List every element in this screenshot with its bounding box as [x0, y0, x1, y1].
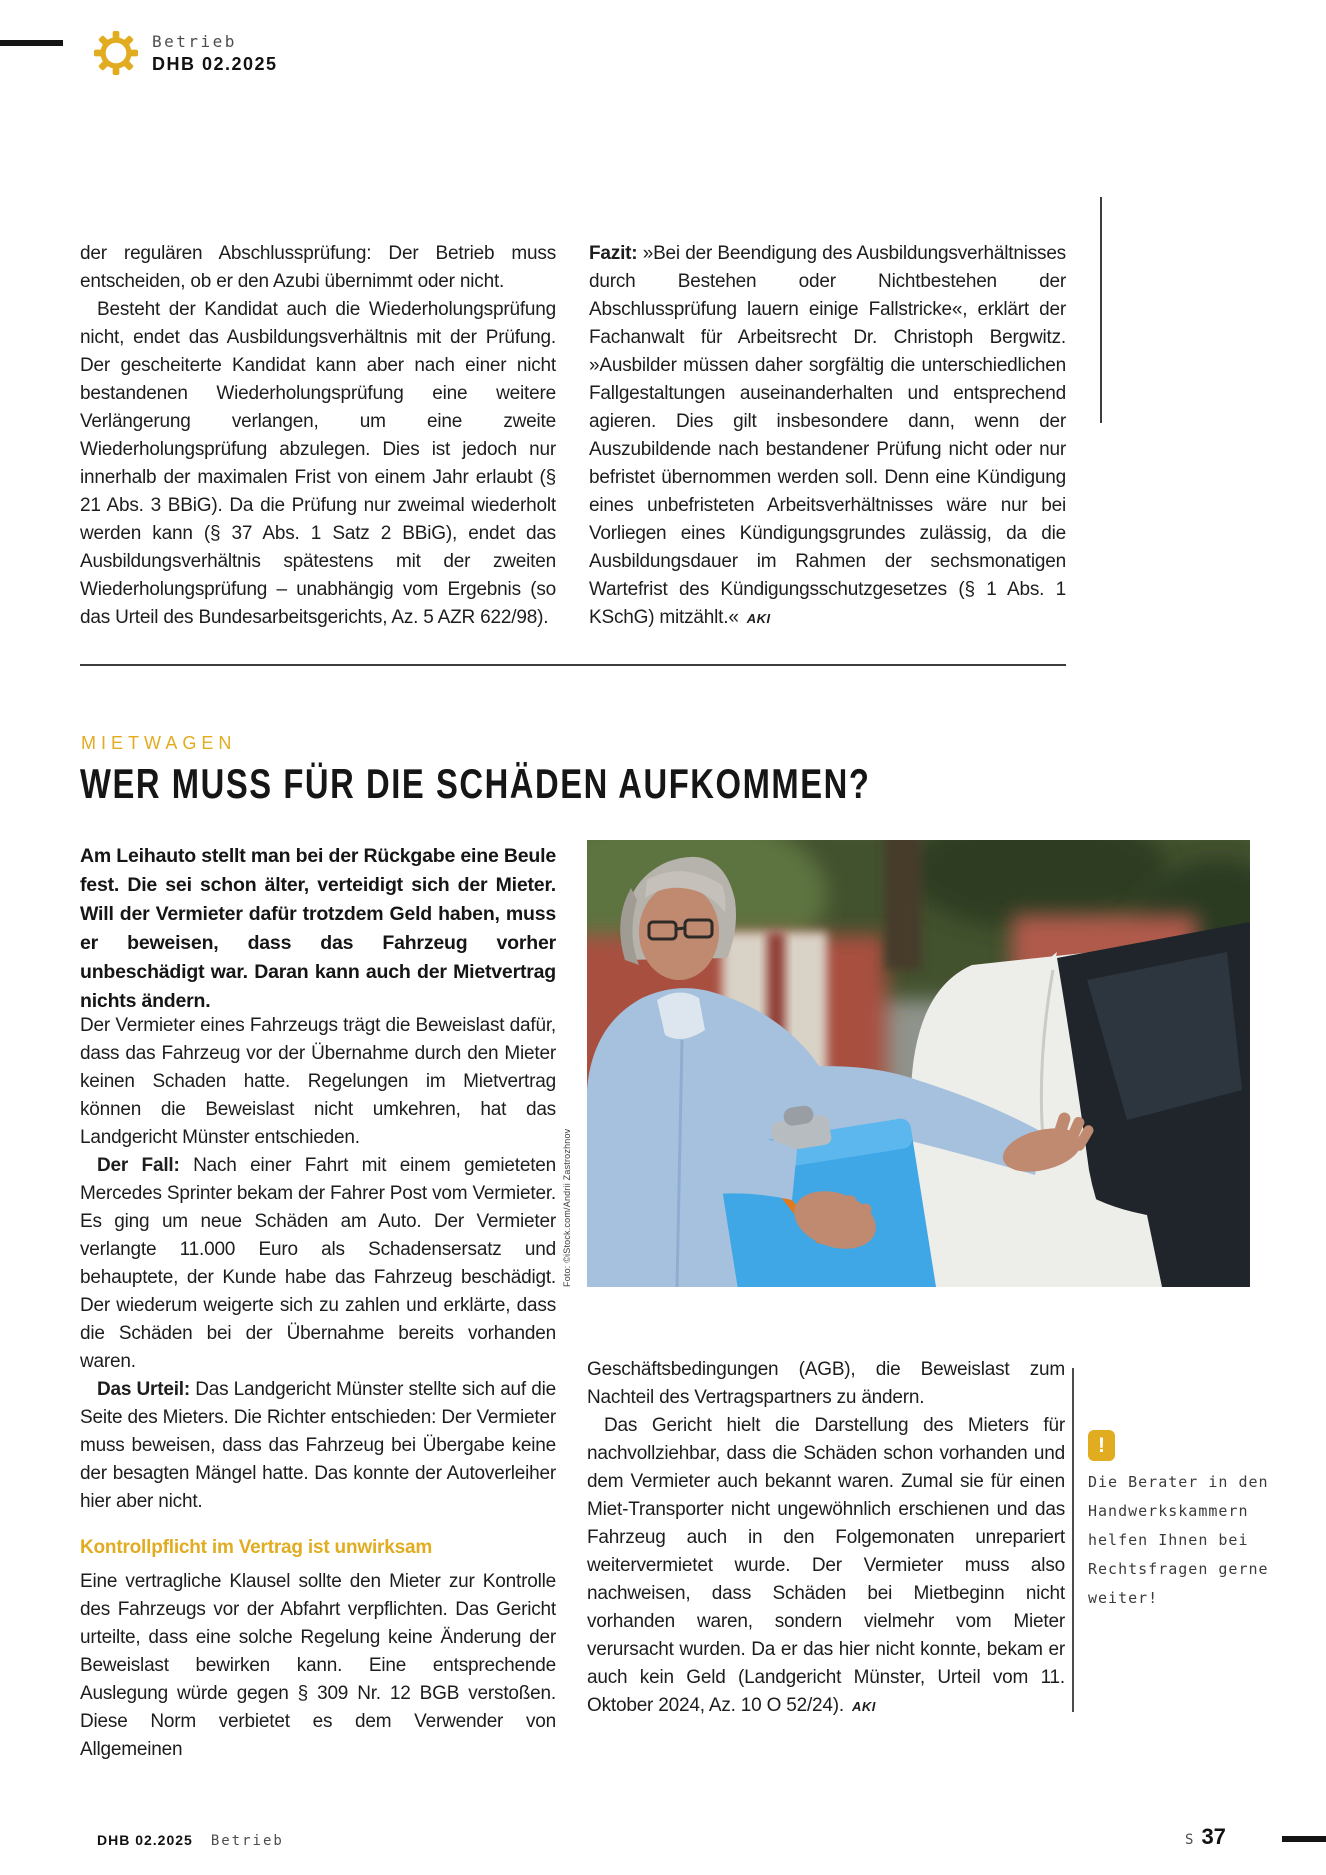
footer-right: [1185, 1824, 1226, 1850]
header-issue-label: DHB 02.2025: [152, 54, 278, 74]
header-section-label: Betrieb: [152, 32, 237, 51]
paragraph-lead: Der Fall:: [97, 1155, 180, 1176]
paragraph-text: Das Landgericht Münster stellte sich auf die Seite des Mieters. Die Richter entschieden: Der Vermieter muss beweisen, dass das Fahrzeug bei Übergabe keine der besagten Mängel hatte. Das konnte der Autoverleiher hier aber nicht.: [80, 1379, 557, 1512]
photo-credit: Foto: ©iStock.com/Andrii Zastrozhnov: [562, 1128, 572, 1287]
footer-issue-label: DHB 02.2025: [97, 1832, 193, 1848]
infobox-rule: [1072, 1368, 1074, 1712]
article-photo: [587, 840, 1250, 1287]
paragraph-text: Das Gericht hielt die Darstellung des Mieters für nachvollziehbar, dass die Schäden schon vorhanden und dem Vermieter auch bekannt waren. Zumal sie für einen Miet-Transporter nicht ungewöhnlich erschienen und das Fahrzeug auch in den Folgemonaten unrepariert weitervermietet wurde. Der Vermieter muss also nachweisen, dass Schäden bei Mietbeginn nicht vorhanden waren, sondern vielmehr vom Mieter verursacht wurden. Da er das hier nicht konnte, bekam er auch kein Geld (Landgericht Münster, Urteil vom 11. Oktober 2024, Az. 10 O 52/24).: [587, 1415, 1065, 1716]
paragraph: [80, 1376, 556, 1516]
article-subhead: Kontrollpflicht im Vertrag ist unwirksam: [80, 1537, 433, 1558]
paragraph: Besteht der Kandidat auch die Wiederholungsprüfung nicht, endet das Ausbildungsverhältnis mit der Prüfung. Der gescheiterte Kandidat kann aber nach einer nicht bestandenen Wiederholungsprüfung eine weitere Verlängerung verlangen, um eine zweite Wiederholungsprüfung abzulegen. Dies ist jedoch nur innerhalb der maximalen Frist von einem Jahr erlaubt (§ 21 Abs. 3 BBiG). Da die Prüfung nur zweimal wiederholt werden kann (§ 37 Abs. 1 Satz 2 BBiG), endet das Ausbildungsverhältnis spätestens mit der zweiten Wiederholungsprüfung – unabhängig vom Ergebnis (so das Urteil des Bundesarbeitsgerichts, Az. 5 AZR 622/98).: [80, 299, 556, 628]
paragraph-text: Nach einer Fahrt mit einem gemieteten Mercedes Sprinter bekam der Fahrer Post vom Vermieter. Es ging um neue Schäden am Auto. Der Vermieter verlangte 11.000 Euro als Schadensersatz und behauptete, der Kunde habe das Fahrzeug beschädigt. Der wiederum weigerte sich zu zahlen und erklärte, dass die Schäden bei der Übernahme bereits vorhanden waren.: [80, 1155, 557, 1372]
paragraph: Geschäftsbedingungen (AGB), die Beweislast zum Nachteil des Vertragspartners zu ändern.: [587, 1359, 1065, 1408]
paragraph-lead: Das Urteil:: [97, 1379, 190, 1400]
author-initials: AKI: [852, 1699, 876, 1714]
photo-illustration: [587, 840, 1250, 1287]
paragraph: [587, 1412, 1065, 1721]
top-left-rule: [0, 40, 63, 46]
page-number: 37: [1201, 1824, 1226, 1849]
article-headline: WER MUSS FÜR DIE SCHÄDEN AUFKOMMEN?: [80, 760, 871, 807]
footer-section-label: Betrieb: [210, 1833, 284, 1849]
article2-column-right: [587, 1356, 1065, 1721]
paragraph-lead: Fazit:: [589, 243, 638, 264]
paragraph: [80, 1152, 556, 1376]
page-header: [93, 30, 278, 81]
paragraph: der regulären Abschlussprüfung: Der Betrieb muss entscheiden, ob er den Azubi übernimmt oder nicht.: [80, 243, 556, 292]
article1-column-left: [80, 240, 556, 632]
paragraph: [589, 240, 1066, 633]
paragraph: Der Vermieter eines Fahrzeugs trägt die Beweislast dafür, dass das Fahrzeug vor der Übernahme durch den Mieter keinen Schaden hatte. Regelungen im Mietvertrag können die Beweislast nicht umkehren, hat das Landgericht Münster entschieden.: [80, 1015, 556, 1148]
bottom-right-rule: [1282, 1836, 1326, 1842]
page-number-prefix: S: [1185, 1832, 1194, 1848]
alert-icon: !: [1088, 1430, 1115, 1461]
author-initials: AKI: [746, 611, 771, 626]
article-lede: Am Leihauto stellt man bei der Rückgabe eine Beule fest. Die sei schon älter, verteidigt sich der Mieter. Will der Vermieter dafür trotzdem Geld haben, muss er beweisen, dass das Fahrzeug vorher unbeschädigt war. Daran kann auch der Mietvertrag nichts ändern.: [80, 845, 556, 1012]
section-kicker: MIETWAGEN: [81, 733, 237, 753]
footer-left: [97, 1832, 284, 1849]
paragraph: Eine vertragliche Klausel sollte den Mieter zur Kontrolle des Fahrzeugs vor der Abfahrt verpflichten. Das Gericht urteilte, dass eine solche Regelung keine Änderung der Beweislast bewirken kann. Eine entsprechende Auslegung würde gegen § 309 Nr. 12 BGB verstoßen. Diese Norm verbietet es dem Verwender von Allgemeinen: [80, 1571, 556, 1760]
article2-column-left: [80, 1012, 556, 1764]
section-divider: [80, 664, 1066, 666]
gear-icon: [93, 30, 139, 81]
article-marker-rule: [1100, 197, 1102, 423]
paragraph-text: »Bei der Beendigung des Ausbildungsverhältnisses durch Bestehen oder Nichtbestehen der Abschlussprüfung lauern einige Fallstricke«, erklärt der Fachanwalt für Arbeitsrecht Dr. Christoph Bergwitz. »Ausbilder müssen daher sorgfältig die unterschiedlichen Fallgestaltungen auseinanderhalten und entsprechend agieren. Dies gilt insbesondere dann, wenn der Auszubildende nach bestandener Prüfung nicht oder nur befristet übernommen werden soll. Denn eine Kündigung eines unbefristeten Arbeitsverhältnisses wäre nur bei Vorliegen eines Kündigungsgrundes zulässig, da die Ausbildungsdauer im Rahmen der sechsmonatigen Wartefrist des Kündigungsschutzgesetzes (§ 1 Abs. 1 KSchG) mitzählt.«: [589, 243, 1066, 628]
article1-column-right: [589, 240, 1066, 633]
infobox-text: Die Berater in den Handwerkskammern helfen Ihnen bei Rechtsfragen gerne weiter!: [1088, 1473, 1269, 1607]
